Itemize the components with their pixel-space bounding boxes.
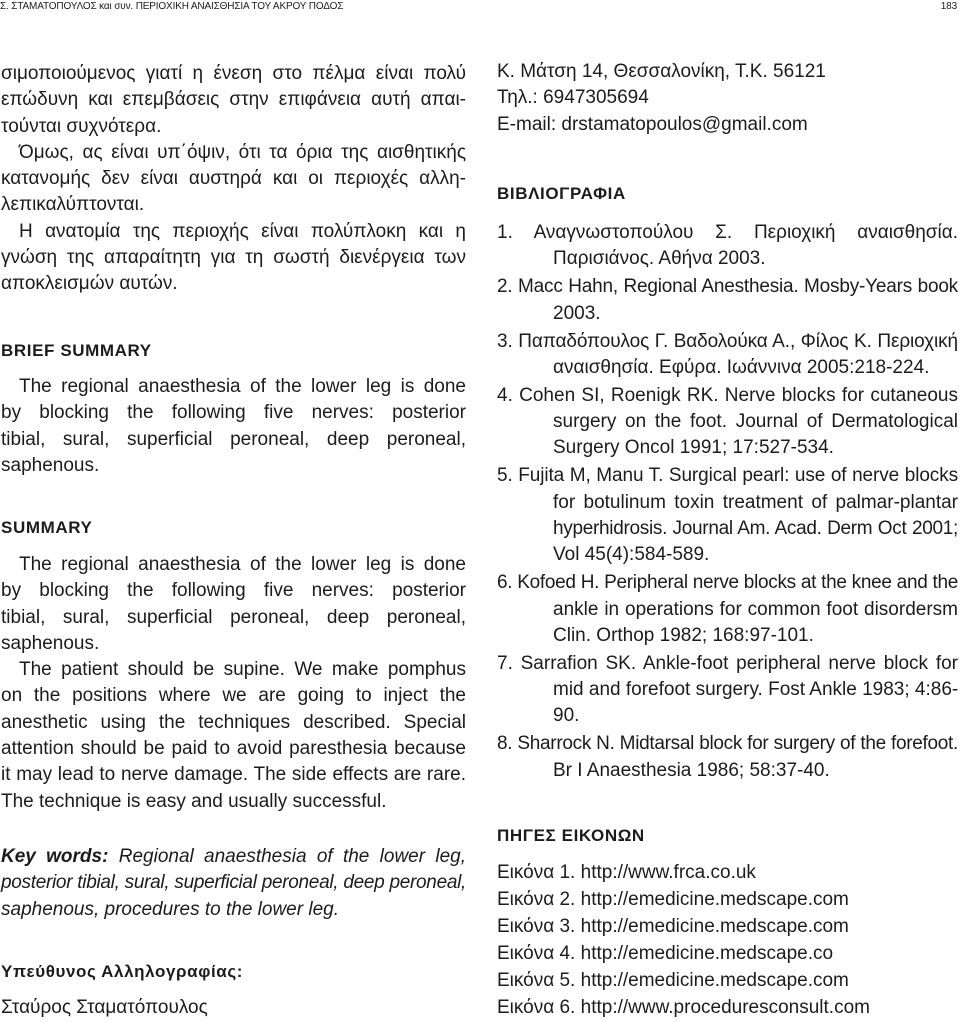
text-line: tibial, sural, superficial peroneal, deep peroneal, (1, 606, 466, 628)
running-title: Σ. ΣΤΑΜΑΤΟΠΟΥΛΟΣ και συν. ΠΕΡΙΟΧΙΚΗ ΑΝΑΙΣΘΗΣΙΑ ΤΟΥ ΑΚΡΟΥ ΠΟΔΟΣ (0, 1, 344, 12)
reference-number: 3. (497, 330, 513, 352)
paragraph (1, 374, 466, 479)
text-line: attention should be paid to avoid paresthesia because (1, 738, 466, 760)
text-line: by blocking the following five nerves: posterior (1, 580, 466, 602)
reference-item (497, 274, 958, 327)
text-line: The regional anaesthesia of the lower leg is done (19, 376, 466, 397)
paragraph (1, 219, 466, 298)
reference-line (497, 383, 958, 409)
reference-line: ankle in operations for common foot disordersm (553, 598, 958, 620)
image-source-item (497, 913, 958, 940)
intro-text (1, 61, 466, 298)
bibliography-heading: ΒΙΒΛΙΟΓΡΑΦΙΑ (497, 184, 626, 203)
image-source-label: Εικόνα 1. (497, 862, 576, 883)
reference-line: 90. (553, 705, 580, 727)
image-source-item (497, 967, 958, 994)
reference-line (497, 731, 958, 757)
text-line: λεπικαλύπτονται. (1, 194, 145, 216)
reference-number: 5. (497, 465, 513, 487)
image-source-url: http://emedicine.medscape.com (580, 970, 849, 991)
paragraph (1, 657, 466, 815)
text-line: κατανομής δεν είναι αυστηρά και οι περιοχές αλλη- (1, 168, 466, 190)
reference-line: αναισθησία. Εφύρα. Ιωάννινα 2005:218-224. (553, 356, 930, 378)
reference-number: 1. (497, 222, 513, 243)
paragraph (1, 61, 466, 140)
image-source-url: http://www.frca.co.uk (580, 862, 756, 883)
reference-item (497, 570, 958, 649)
image-source-item (497, 940, 958, 967)
keywords-block (1, 844, 466, 923)
image-sources-heading: ΠΗΓΕΣ ΕΙΚΟΝΩΝ (497, 826, 645, 845)
text-line: The patient should be supine. We make pomphus (19, 659, 466, 681)
reference-line: Vol 45(4):584-589. (553, 544, 710, 566)
reference-item (497, 731, 958, 784)
correspondence-email: E-mail: drstamatopoulos@gmail.com (497, 113, 808, 135)
reference-text: Sarrafion SK. Ankle-foot peripheral nerve block for (520, 652, 958, 674)
paragraph (1, 552, 466, 657)
image-source-url: http://emedicine.medscape.com (580, 916, 849, 937)
reference-line (497, 463, 958, 489)
reference-line: for botulinum toxin treatment of palmar-plantar (553, 491, 958, 513)
reference-line (497, 274, 958, 300)
correspondence-phone: Τηλ.: 6947305694 (497, 87, 649, 109)
text-line: Η ανατομία της περιοχής είναι πολύπλοκη και η (19, 220, 466, 242)
brief-summary-heading: BRIEF SUMMARY (1, 341, 152, 360)
brief-summary-text (1, 374, 466, 479)
reference-number: 2. (497, 276, 513, 298)
summary-text (1, 552, 466, 815)
reference-line: Br I Anaesthesia 1986; 58:37-40. (553, 759, 830, 781)
reference-line: Παρισιάνος. Αθήνα 2003. (553, 248, 766, 270)
image-source-url: http://emedicine.medscape.co (580, 943, 834, 964)
reference-text: Αναγνωστοπούλου Σ. Περιοχική αναισθησία. (533, 222, 958, 243)
image-source-item (497, 994, 958, 1021)
reference-text: Cohen SI, Roenigk RK. Nerve blocks for cutaneous (519, 384, 959, 406)
text-line: αποκλεισμών αυτών. (1, 273, 178, 295)
reference-line: Surgery Oncol 1991; 17:527-534. (553, 437, 834, 459)
reference-number: 7. (497, 652, 513, 674)
image-source-list (497, 859, 958, 1021)
reference-item (497, 220, 958, 273)
image-source-label: Εικόνα 4. (497, 943, 576, 964)
reference-item (497, 463, 958, 568)
keywords-line: saphenous, procedures to the lower leg. (1, 898, 339, 920)
text-line: γνώση της απαραίτητη για τη σωστή διενέργεια των (1, 247, 466, 269)
text-line: The regional anaesthesia of the lower leg is done (19, 554, 466, 575)
keywords-text: Regional anaesthesia of the lower leg, (118, 846, 467, 867)
image-source-label: Εικόνα 5. (497, 970, 576, 991)
reference-list (497, 220, 958, 784)
text-line: tibial, sural, superficial peroneal, deep peroneal, (1, 428, 466, 450)
reference-text: Sharrock N. Midtarsal block for surgery of the forefoot. (517, 733, 958, 755)
keywords-label: Key words: (1, 846, 109, 867)
image-source-item (497, 886, 958, 913)
reference-line (497, 570, 958, 596)
reference-line: hyperhidrosis. Journal Am. Acad. Derm Oct 2001; (553, 518, 958, 540)
reference-item (497, 383, 958, 462)
image-source-label: Εικόνα 2. (497, 889, 576, 910)
image-source-item (497, 859, 958, 886)
text-line: The technique is easy and usually successful. (1, 790, 387, 812)
keywords-line (1, 844, 466, 870)
text-line: τούνται συχνότερα. (1, 115, 162, 137)
reference-number: 4. (497, 384, 513, 406)
text-line: saphenous. (1, 632, 100, 654)
summary-heading: SUMMARY (1, 518, 93, 537)
reference-item (497, 651, 958, 730)
image-source-url: http://emedicine.medscape.com (580, 889, 849, 910)
text-line: επώδυνη και επεμβάσεις στην επιφάνεια αυτή απαι- (1, 89, 466, 111)
image-source-label: Εικόνα 6. (497, 997, 576, 1018)
reference-line (497, 329, 958, 355)
text-line: it may lead to nerve damage. The side effects are rare. (1, 764, 466, 786)
correspondence-heading: Υπεύθυνος Αλληλογραφίας: (1, 962, 244, 981)
paragraph (1, 140, 466, 219)
page-number: 183 (940, 1, 957, 12)
running-header (0, 0, 960, 13)
reference-line: mid and forefoot surgery. Fost Ankle 1983; 4:86- (553, 679, 959, 701)
correspondence-name: Σταύρος Σταματόπουλος (1, 997, 208, 1018)
correspondence-contact (497, 59, 958, 138)
text-line: σιμοποιούμενος γιατί η ένεση στο πέλμα είναι πολύ (1, 63, 466, 84)
correspondence-address: Κ. Μάτση 14, Θεσσαλονίκη, Τ.Κ. 56121 (497, 61, 826, 82)
reference-number: 6. (497, 572, 513, 594)
reference-line: 2003. (553, 302, 601, 324)
reference-line: Clin. Orthop 1982; 168:97-101. (553, 624, 814, 646)
text-line: saphenous. (1, 454, 100, 476)
image-source-url: http://www.proceduresconsult.com (580, 997, 870, 1018)
reference-line (497, 220, 958, 246)
reference-text: Fujita M, Manu T. Surgical pearl: use of nerve blocks (518, 465, 958, 487)
text-line: Όμως, ας είναι υπ΄όψιν, ότι τα όρια της αισθητικής (19, 141, 466, 163)
reference-line (497, 651, 958, 677)
image-source-label: Εικόνα 3. (497, 916, 576, 937)
text-line: on the positions where we are going to inject the (1, 685, 466, 707)
reference-text: Παπαδόπουλος Γ. Βαδολούκα Α., Φίλος Κ. Περιοχική (518, 330, 958, 352)
reference-number: 8. (497, 733, 513, 755)
text-line: by blocking the following five nerves: posterior (1, 402, 466, 424)
reference-text: Kofoed H. Peripheral nerve blocks at the knee and the (517, 572, 959, 594)
reference-item (497, 329, 958, 382)
text-line: anesthetic using the techniques described. Special (1, 711, 466, 733)
reference-line: surgery on the foot. Journal of Dermatological (553, 411, 958, 433)
reference-text: Macc Hahn, Regional Anesthesia. Mosby-Years book (518, 276, 958, 298)
keywords-line: posterior tibial, sural, superficial peroneal, deep peroneal, (1, 872, 466, 894)
